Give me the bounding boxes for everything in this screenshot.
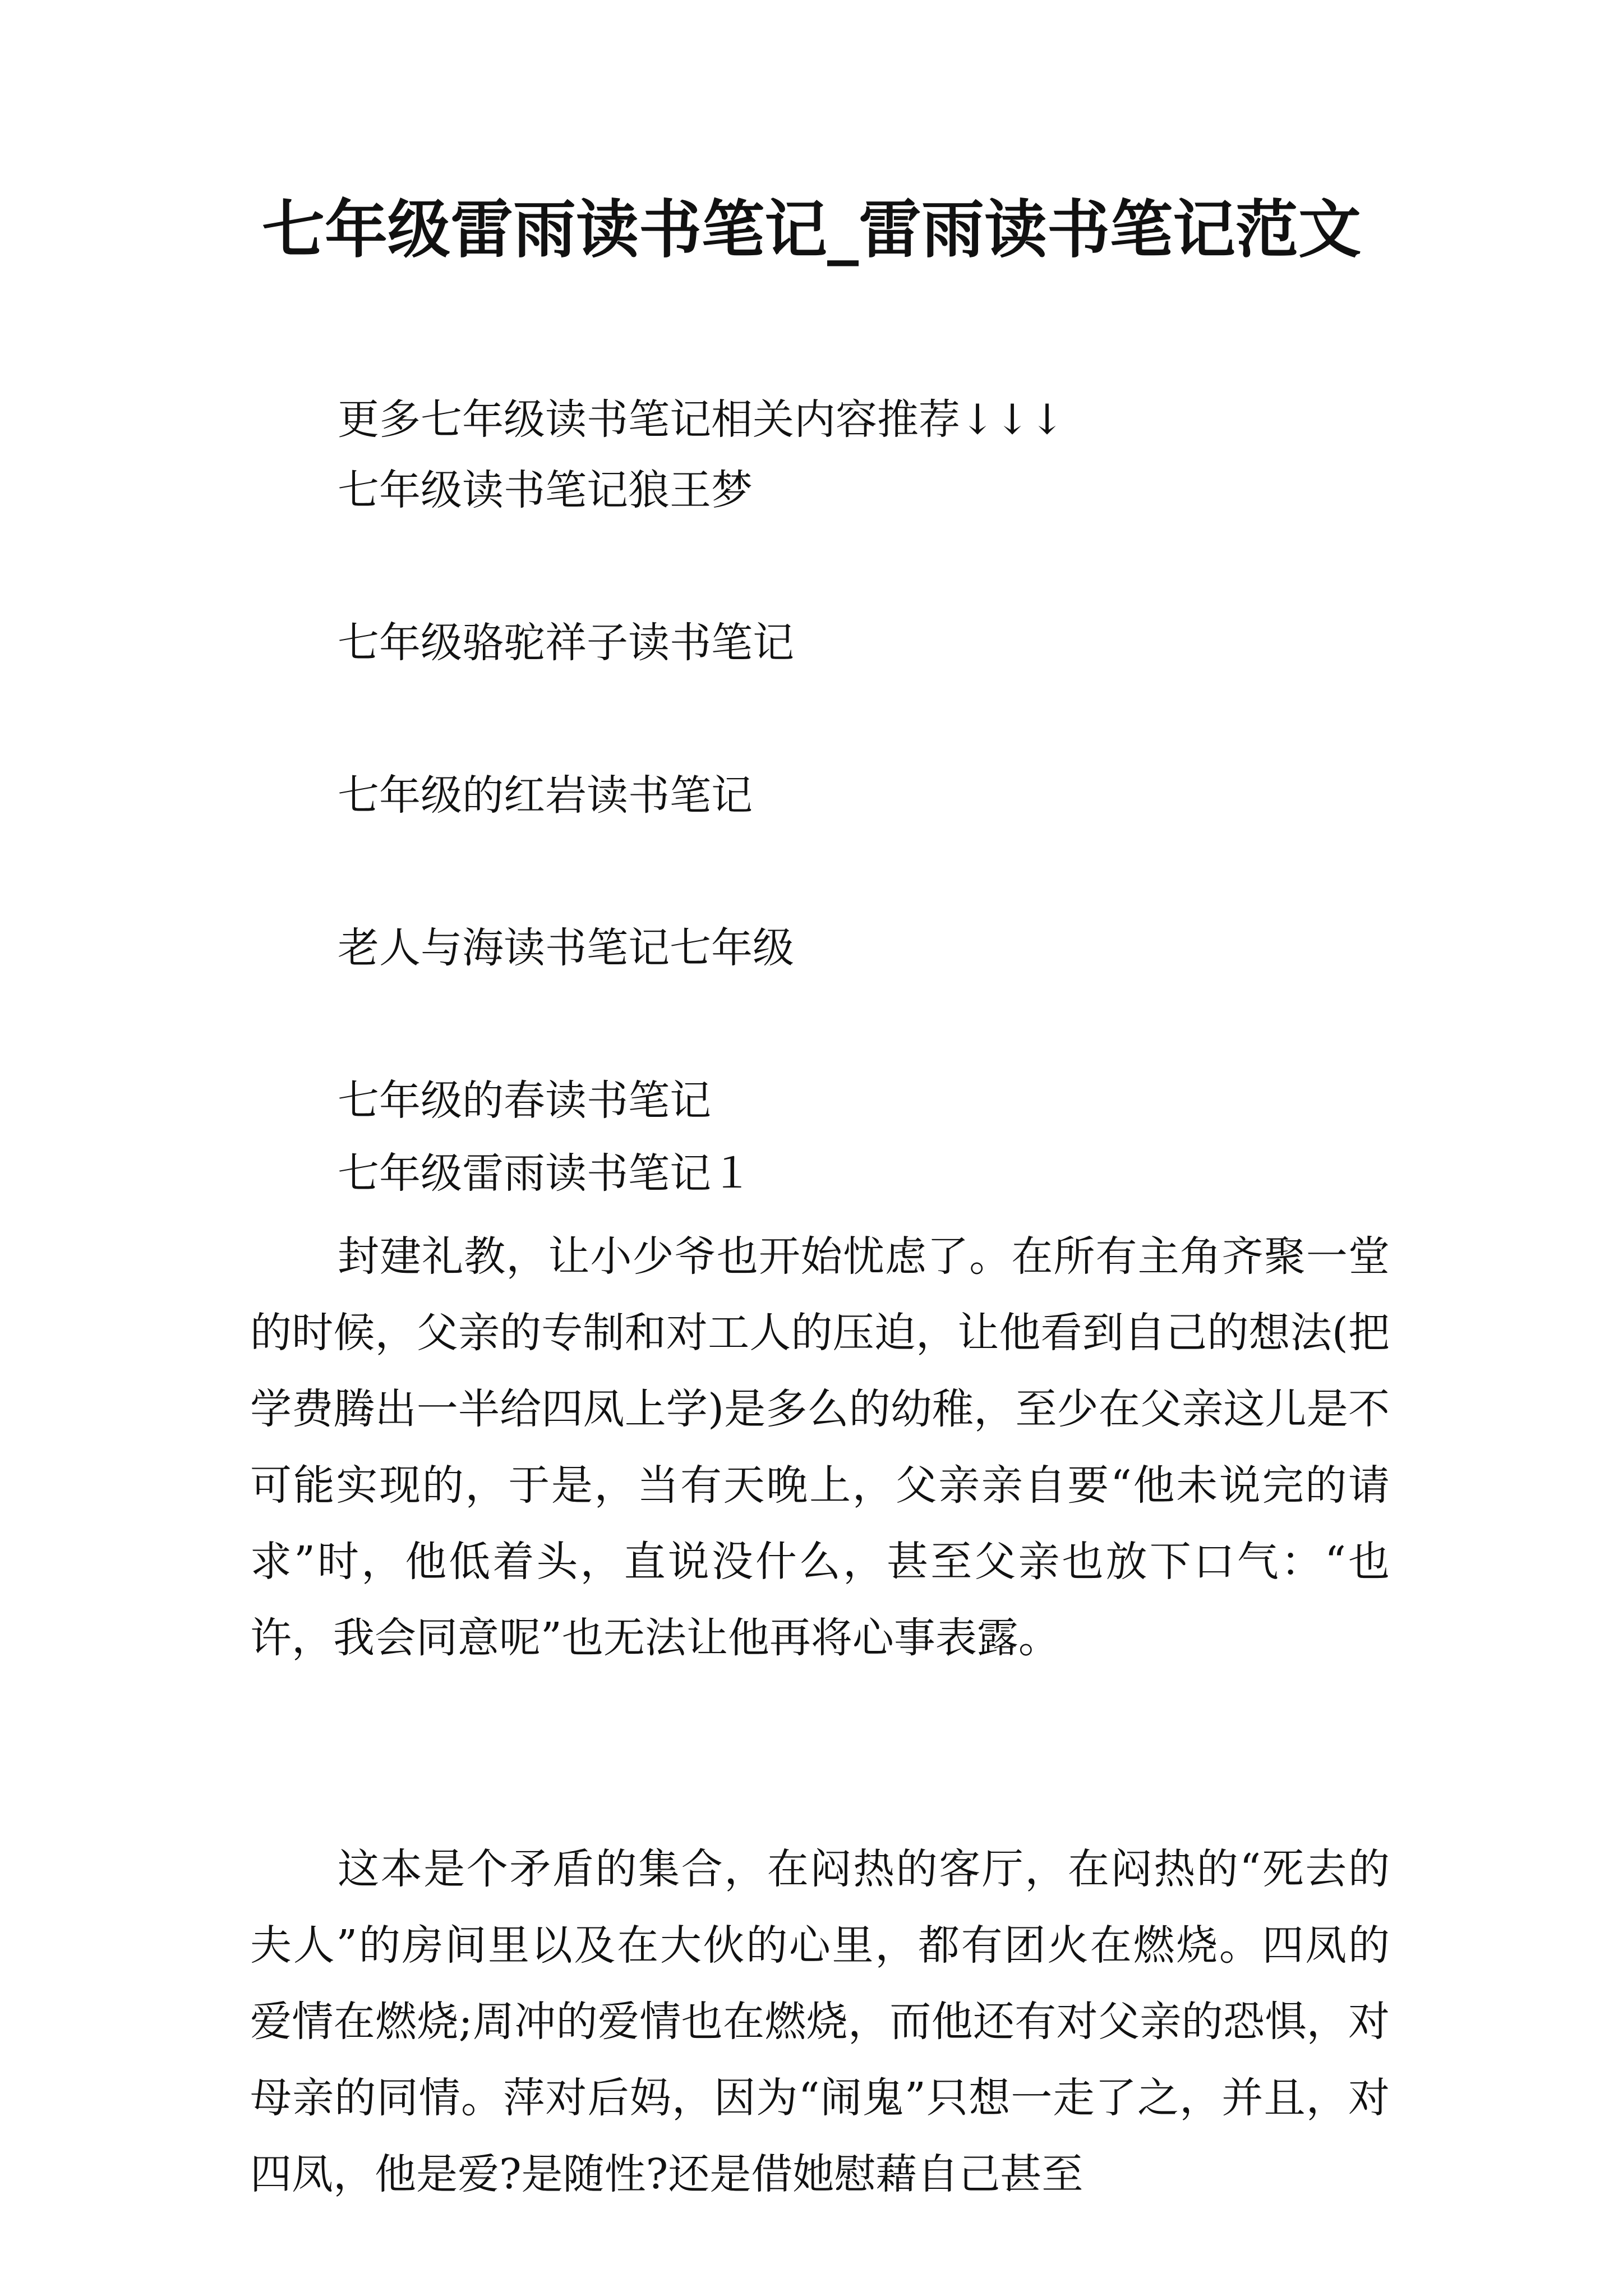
recommend-link-spring[interactable]: 七年级的春读书笔记 <box>338 1076 711 1125</box>
recommend-link-old-man-and-sea[interactable]: 老人与海读书笔记七年级 <box>338 924 794 972</box>
recommend-link-wolf-king-dream[interactable]: 七年级读书笔记狼王梦 <box>338 466 753 514</box>
section-title: 七年级雷雨读书笔记１ <box>338 1149 753 1198</box>
body-paragraph: 封建礼教，让小少爷也开始忧虑了。在所有主角齐聚一堂的时候，父亲的专制和对工人的压迫，让他看到自己的想法(把学费腾出一半给四凤上学)是多么的幼稚，至少在父亲这儿是不可能实现的，于是，当有天晚上，父亲亲自要“他未说完的请求”时，他低着头，直说没什么，甚至父亲也放下口气：“也许，我会同意呢”也无法让他再将心事表露。 <box>250 1232 1390 1662</box>
recommend-heading: 更多七年级读书笔记相关内容推荐↓↓↓ <box>338 395 1065 444</box>
document-title: 七年级雷雨读书笔记_雷雨读书笔记范文 <box>262 193 1361 266</box>
recommend-link-camel-xiangzi[interactable]: 七年级骆驼祥子读书笔记 <box>338 619 794 667</box>
body-paragraph: 这本是个矛盾的集合，在闷热的客厅，在闷热的“死去的夫人”的房间里以及在大伙的心里，都有团火在燃烧。四凤的爱情在燃烧;周冲的爱情也在燃烧，而他还有对父亲的恐惧，对母亲的同情。萍对后妈，因为“闹鬼”只想一走了之，并且，对四凤，他是爱?是随性?还是借她慰藉自己甚至 <box>250 1845 1390 2198</box>
recommend-link-red-crag[interactable]: 七年级的红岩读书笔记 <box>338 771 753 820</box>
